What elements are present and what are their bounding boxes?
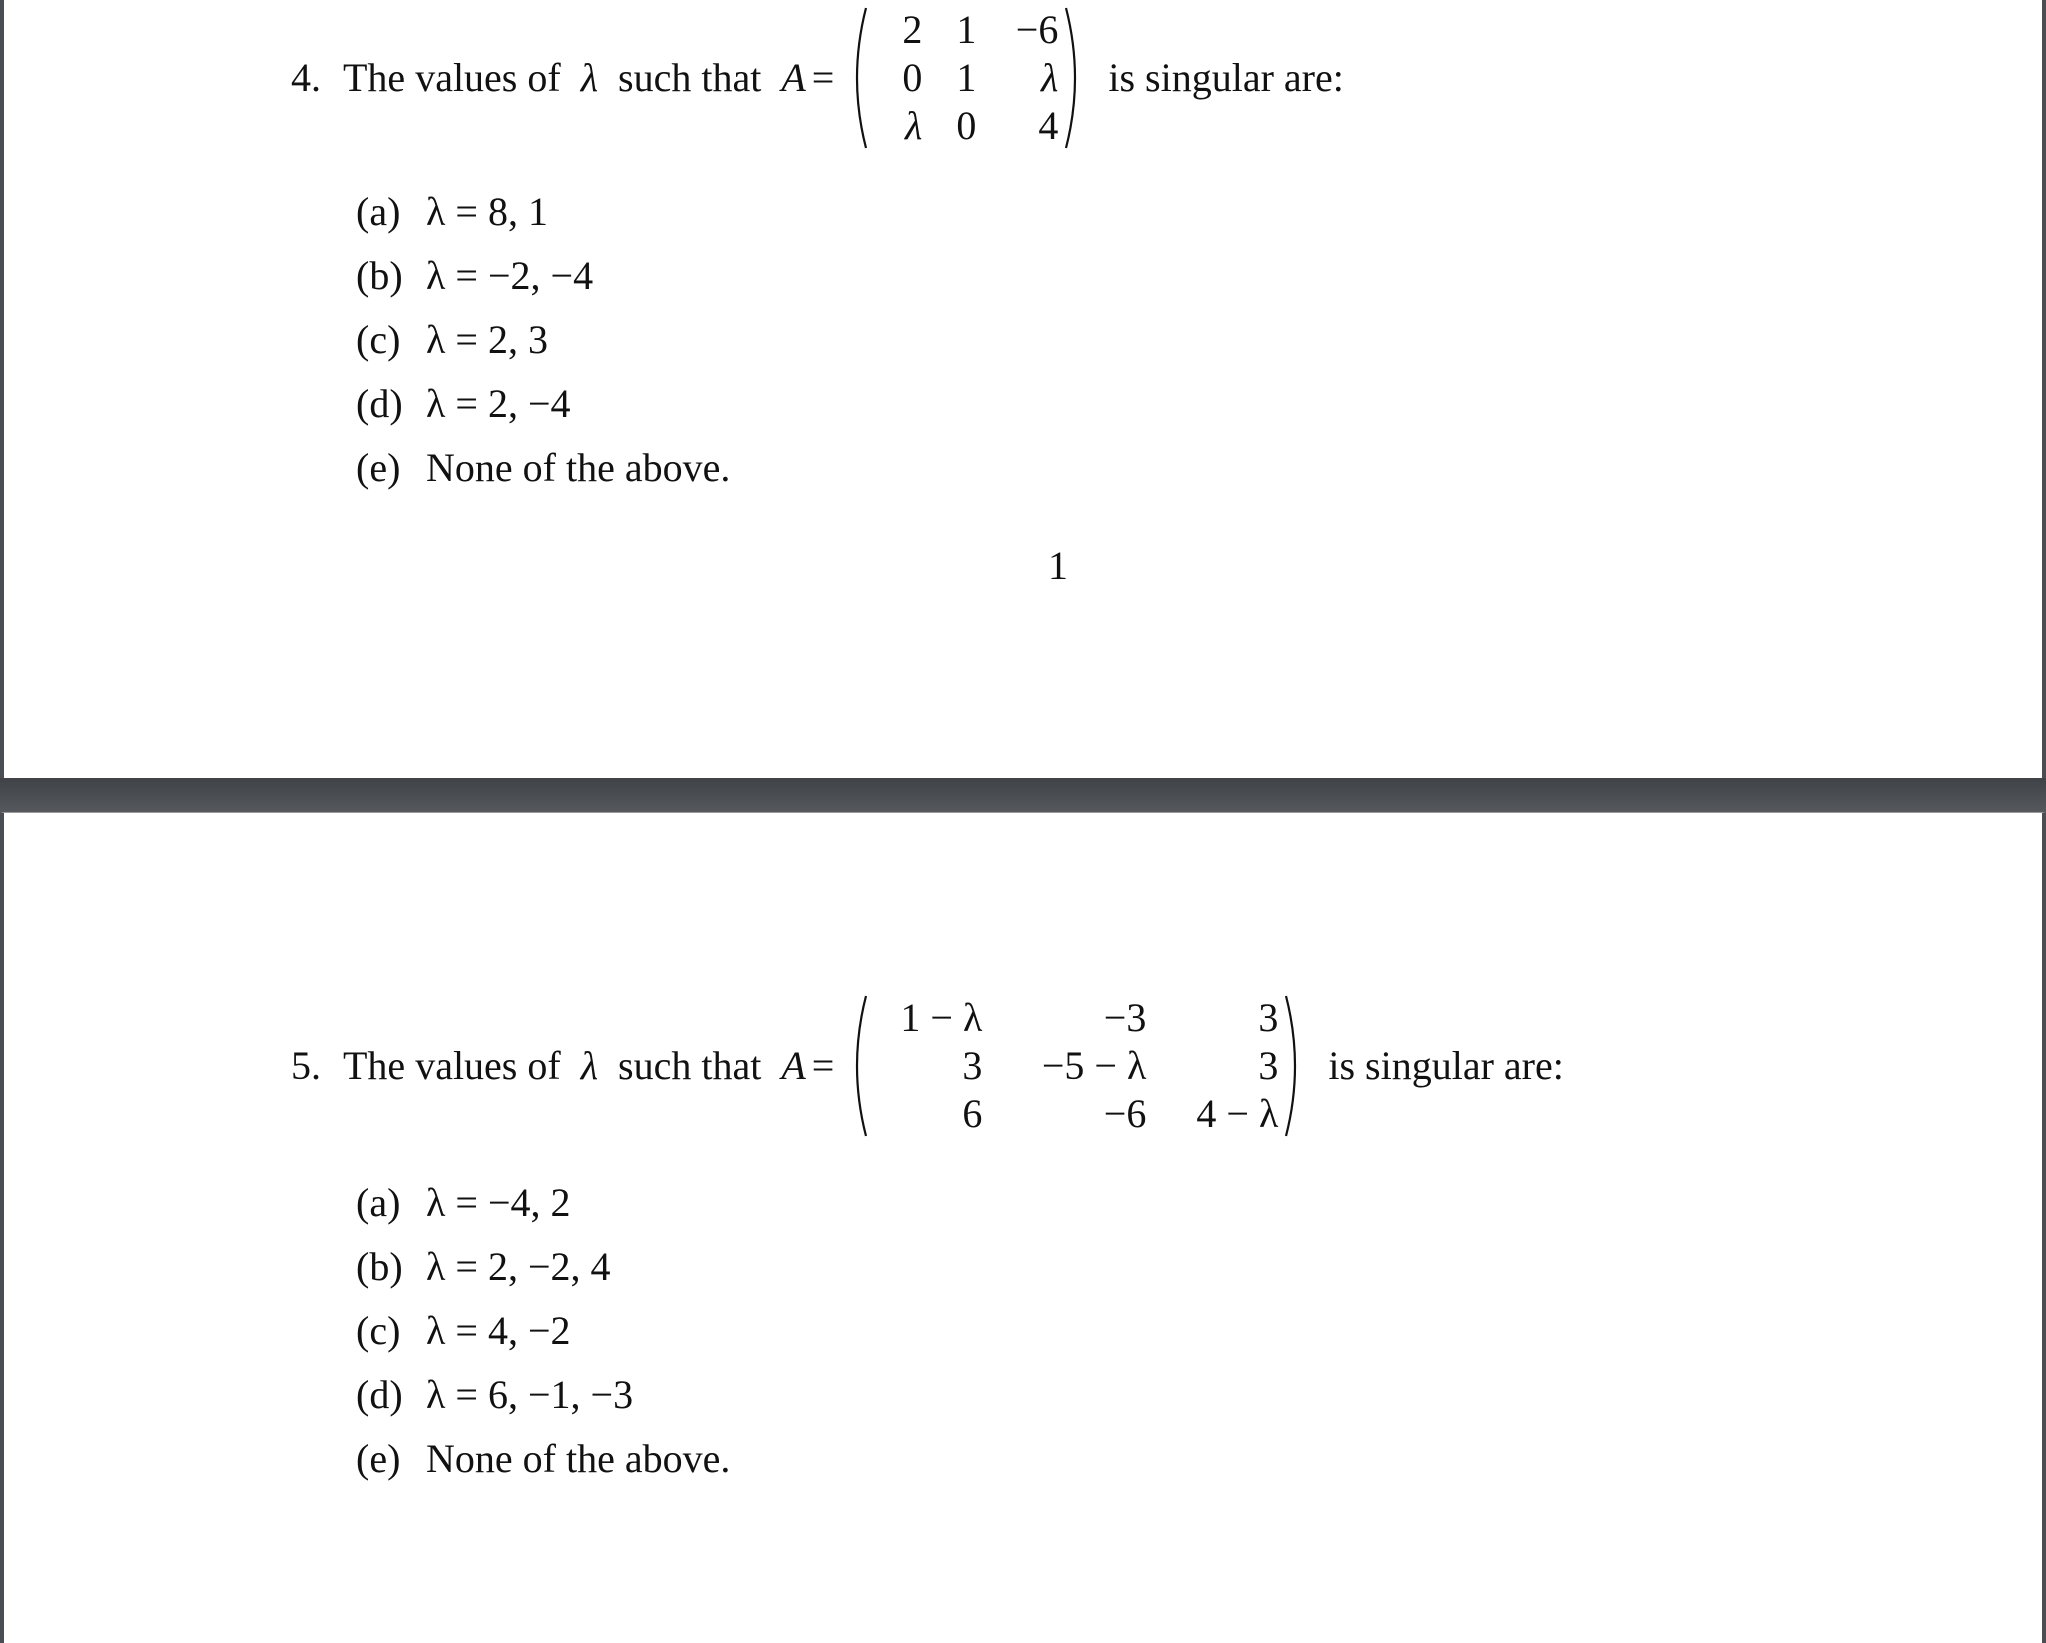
- option-c: [356, 308, 730, 372]
- question-5-options: [356, 1171, 730, 1491]
- question-5-text: The values of: [343, 1043, 561, 1088]
- matrix-cell: 3: [962, 1043, 983, 1088]
- matrix-cell: 6: [962, 1091, 983, 1136]
- option-e: [356, 1427, 730, 1491]
- option-text: None of the above.: [426, 445, 731, 490]
- option-b: [356, 244, 730, 308]
- question-4-such-that: such that: [618, 55, 762, 100]
- option-label: (d): [356, 1372, 403, 1417]
- question-4-number: 4.: [291, 55, 321, 100]
- question-4-tail: is singular are:: [1108, 55, 1344, 100]
- question-4-stem: [291, 6, 1344, 150]
- question-4-lambda: λ: [580, 55, 599, 100]
- matrix-cell: 4: [1038, 103, 1059, 148]
- question-4-text: The values of: [343, 55, 561, 100]
- option-d: [356, 1363, 730, 1427]
- option-text: λ = 2, −2, 4: [426, 1244, 611, 1289]
- option-label: (d): [356, 381, 403, 426]
- question-4-equals: =: [811, 55, 835, 100]
- matrix-cell: 1: [956, 7, 977, 52]
- option-text: λ = 2, −4: [426, 381, 571, 426]
- option-label: (a): [356, 1180, 401, 1225]
- option-text: λ = −2, −4: [426, 253, 594, 298]
- option-text: λ = 8, 1: [426, 189, 548, 234]
- right-paren-icon: [1064, 6, 1086, 150]
- left-paren-icon: [846, 6, 868, 150]
- option-label: (a): [356, 189, 401, 234]
- option-label: (e): [356, 1436, 401, 1481]
- matrix-cell: 1 − λ: [900, 995, 983, 1040]
- matrix-cell: −6: [1103, 1091, 1147, 1136]
- option-text: λ = −4, 2: [426, 1180, 571, 1225]
- matrix-cell: λ: [905, 103, 923, 148]
- right-paren-icon: [1284, 994, 1306, 1138]
- matrix-cell: 3: [1258, 1043, 1279, 1088]
- question-4-options: [356, 180, 730, 500]
- question-4-matrix-grid: [868, 6, 1064, 150]
- question-4-matrix-name: A: [781, 55, 806, 100]
- option-label: (b): [356, 253, 403, 298]
- question-5-lambda: λ: [580, 1043, 599, 1088]
- matrix-cell: 3: [1258, 995, 1279, 1040]
- option-text: λ = 2, 3: [426, 317, 548, 362]
- option-a: [356, 180, 730, 244]
- option-d: [356, 372, 730, 436]
- option-text: λ = 6, −1, −3: [426, 1372, 634, 1417]
- left-paren-icon: [846, 994, 868, 1138]
- matrix-cell: −6: [1015, 7, 1059, 52]
- page-number: 1: [1048, 543, 1068, 588]
- question-5-matrix-name: A: [781, 1043, 806, 1088]
- option-b: [356, 1235, 730, 1299]
- option-text: λ = 4, −2: [426, 1308, 571, 1353]
- matrix-cell: 1: [956, 55, 977, 100]
- option-text: None of the above.: [426, 1436, 731, 1481]
- option-c: [356, 1299, 730, 1363]
- option-label: (c): [356, 1308, 401, 1353]
- option-label: (c): [356, 317, 401, 362]
- matrix-cell: 0: [902, 55, 923, 100]
- matrix-cell: −5 − λ: [1041, 1043, 1147, 1088]
- question-5-matrix-grid: [868, 994, 1284, 1138]
- matrix-cell: 2: [902, 7, 923, 52]
- pdf-page-2: [0, 812, 2046, 1643]
- matrix-cell: 0: [956, 103, 977, 148]
- question-5-equals: =: [811, 1043, 835, 1088]
- question-5-stem: [291, 994, 1564, 1138]
- option-e: [356, 436, 730, 500]
- option-a: [356, 1171, 730, 1235]
- question-4-matrix: [846, 6, 1086, 150]
- option-label: (b): [356, 1244, 403, 1289]
- matrix-cell: λ: [1041, 55, 1059, 100]
- question-5-such-that: such that: [618, 1043, 762, 1088]
- question-5-number: 5.: [291, 1043, 321, 1088]
- matrix-cell: −3: [1103, 995, 1147, 1040]
- question-5-matrix: [846, 994, 1306, 1138]
- matrix-cell: 4 − λ: [1196, 1091, 1279, 1136]
- page-separator: [0, 778, 2046, 812]
- question-5-tail: is singular are:: [1328, 1043, 1564, 1088]
- option-label: (e): [356, 445, 401, 490]
